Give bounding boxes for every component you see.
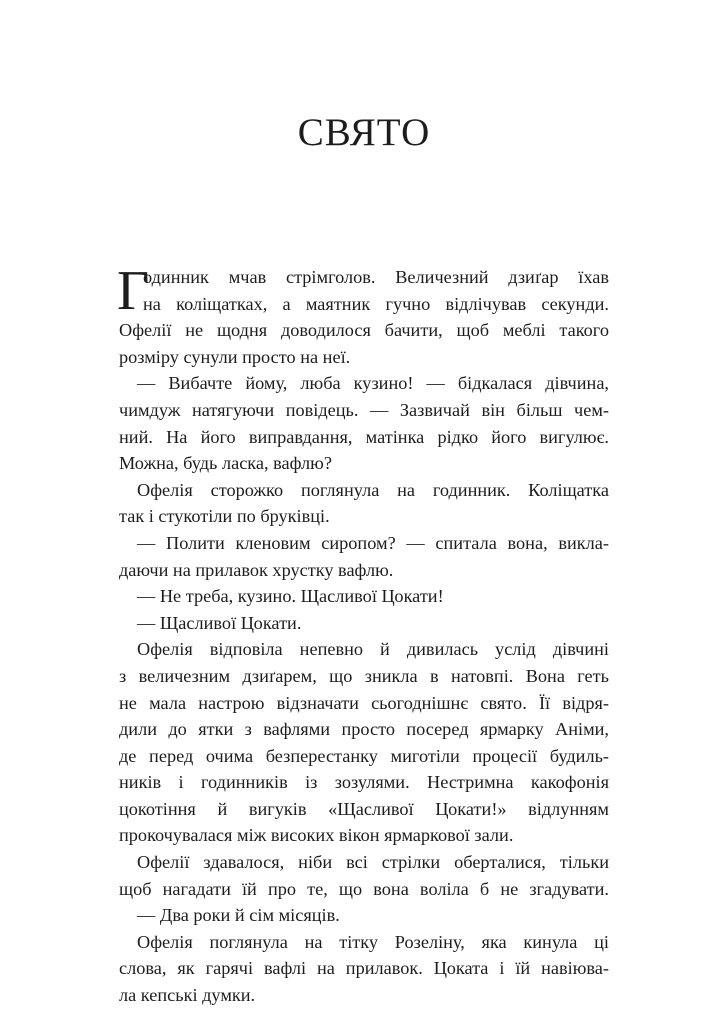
text-line: дили до ятки з вафлями просто посеред ярмарку Аніми, — [119, 719, 609, 740]
text-line: Можна, будь ласка, вафлю? — [119, 453, 332, 474]
text-line: цокотіння й вигуків «Щасливої Цокати!» відлунням — [119, 798, 609, 819]
text-line: — Не треба, кузино. Щасливої Цокати! — [137, 586, 444, 607]
text-line: ний. На його виправдання, матінка рідко його вигулює. — [119, 426, 609, 447]
text-line: Офелія відповіла непевно й дивилась услід дівчині — [137, 639, 609, 660]
text-line: одинник мчав стрімголов. Величезний дзиґар їхав — [143, 267, 609, 287]
text-line: — Вибачте йому, люба кузино! — бідкалася дівчина, — [137, 373, 609, 394]
text-line: так і стукотіли по бруківці. — [119, 506, 330, 527]
text-line: на коліщатках, а маятник гучно відлічував секунди. — [143, 293, 609, 314]
text-line: з величезним дзиґарем, що зникла в натовпі. Вона геть — [119, 665, 609, 686]
drop-cap: Г — [117, 260, 150, 322]
text-line: ла кепські думки. — [119, 985, 256, 1006]
text-line: не мала настрою відзначати сьогоднішнє свято. Її відря- — [119, 692, 609, 713]
text-line: прокочувалася між високих вікон ярмаркової зали. — [119, 825, 514, 846]
text-line: — Щасливої Цокати. — [137, 612, 302, 633]
text-line: Офелії здавалося, ніби всі стрілки оберталися, тільки — [137, 852, 609, 873]
chapter-text — [117, 260, 609, 1009]
text-line: — Два роки й сім місяців. — [137, 905, 340, 926]
text-line: — Полити кленовим сиропом? — спитала вона, викла- — [137, 532, 609, 553]
text-line: ників і годинників із зозулями. Нестримна какофонія — [119, 772, 609, 793]
chapter-title: СВЯТО — [297, 111, 431, 154]
text-line: де перед очима безперестанку миготіли процесії будиль- — [119, 745, 609, 766]
text-line: чимдуж натягуючи повідець. — Зазвичай він більш чем- — [119, 399, 609, 420]
text-line: Офелії не щодня доводилося бачити, щоб меблі такого — [119, 320, 609, 341]
text-line: Офелія поглянула на тітку Розеліну, яка кинула ці — [137, 931, 609, 952]
text-line: розміру сунули просто на неї. — [119, 346, 351, 367]
text-line: Офелія сторожко поглянула на годинник. Коліщатка — [137, 479, 609, 500]
text-line: щоб нагадати їй про те, що вона воліла б не згадувати. — [119, 878, 609, 899]
text-line: слова, як гарячі вафлі на прилавок. Цоката і їй навіюва- — [119, 958, 609, 979]
text-line: даючи на прилавок хрустку вафлю. — [119, 559, 394, 580]
